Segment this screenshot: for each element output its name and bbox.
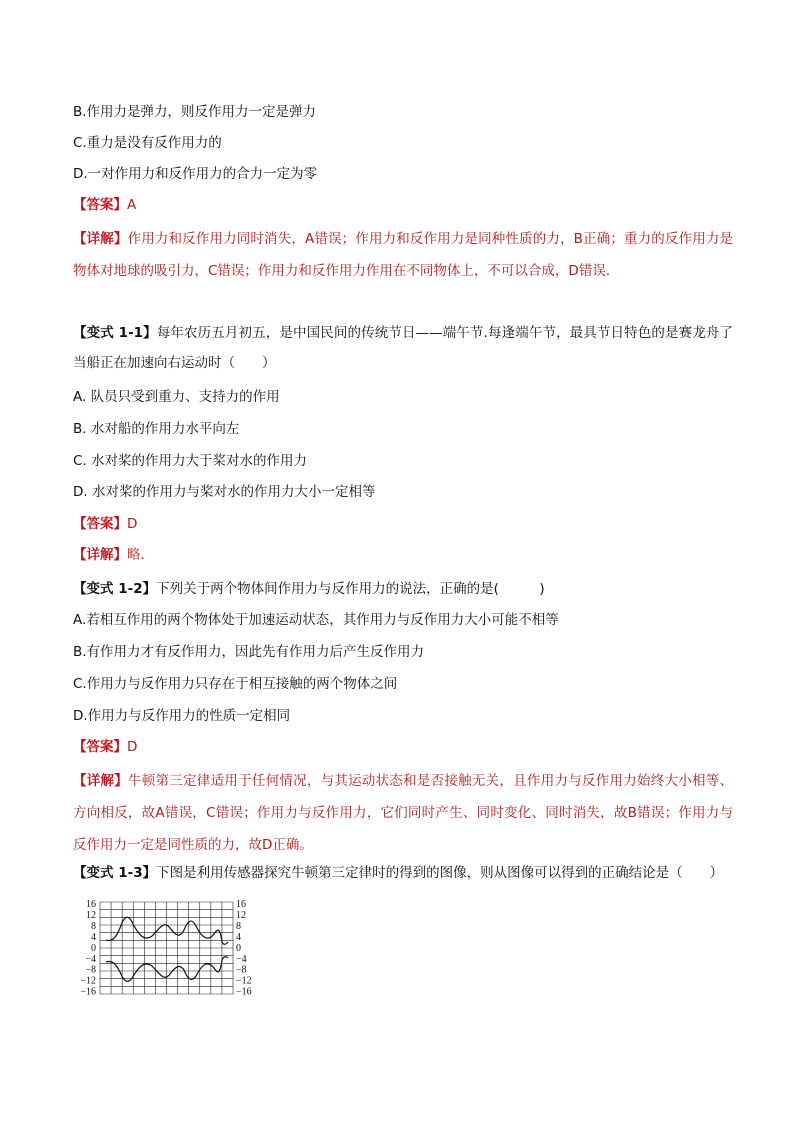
variant-1-2-option-a: A.若相互作用的两个物体处于加速运动状态，其作用力与反作用力大小可能不相等 — [73, 612, 559, 628]
detail-text: 略． — [127, 547, 154, 563]
variant-text: 下图是利用传感器探究牛顿第三定律时的得到的图像，则从图像可以得到的正确结论是（ ） — [156, 865, 724, 881]
tick-label: 4 — [236, 931, 241, 943]
variant-1-2-option-d: D.作用力与反作用力的性质一定相同 — [73, 708, 291, 724]
answer-label: 【答案】 — [73, 739, 127, 755]
variant-1-2-question — [73, 580, 545, 598]
tick-label: −16 — [80, 986, 96, 998]
tick-label: 4 — [91, 931, 96, 943]
left-axis-ticks — [80, 899, 96, 998]
variant-text: 每年农历五月初五，是中国民间的传统节日——端午节.每逢端午节，最具节日特色的是赛龙舟了当船正在加速向右运动时（ ） — [73, 325, 733, 371]
answer-label: 【答案】 — [73, 516, 127, 532]
tick-label: 12 — [86, 909, 96, 921]
variant-1-3-question — [73, 864, 723, 882]
answer-value: D — [127, 516, 138, 532]
variant-1-2-option-b: B.有作用力才有反作用力，因此先有作用力后产生反作用力 — [73, 644, 425, 660]
answer-label: 【答案】 — [73, 197, 127, 213]
tick-label: −4 — [85, 953, 96, 965]
answer-value: A — [127, 197, 137, 213]
force-time-graph — [68, 898, 268, 998]
tick-label: −16 — [236, 986, 252, 998]
detail-label: 【详解】 — [73, 547, 127, 563]
detail-1 — [73, 223, 733, 287]
tick-label: −4 — [236, 953, 247, 965]
tick-label: −12 — [80, 975, 96, 987]
answer-value: D — [127, 739, 138, 755]
option-b: B.作用力是弹力，则反作用力一定是弹力 — [73, 104, 317, 120]
variant-label: 【变式 1-1】 — [73, 325, 157, 341]
option-c: C.重力是没有反作用力的 — [73, 135, 222, 151]
tick-label: 8 — [91, 920, 96, 932]
detail-3 — [73, 765, 733, 861]
detail-label: 【详解】 — [73, 773, 129, 789]
variant-1-1-option-a: A. 队员只受到重力、支持力的作用 — [73, 389, 280, 405]
answer-3 — [73, 738, 137, 756]
tick-label: −8 — [85, 964, 96, 976]
tick-label: 16 — [236, 899, 246, 910]
variant-1-2-option-c: C.作用力与反作用力只存在于相互接触的两个物体之间 — [73, 676, 398, 692]
graph-grid — [100, 902, 233, 994]
variant-1-1-question — [73, 318, 733, 378]
detail-2 — [73, 546, 154, 564]
option-d: D.一对作用力和反作用力的合力一定为零 — [73, 166, 318, 182]
detail-text: 牛顿第三定律适用于任何情况，与其运动状态和是否接触无关，且作用力与反作用力始终大小相等、方向相反，故A错误，C错误；作用力与反作用力，它们同时产生、同时变化、同时消失，故B错误；作用力与反作用力一定是同性质的力，故D正确。 — [73, 773, 734, 853]
detail-text: 作用力和反作用力同时消失，A错误；作用力和反作用力是同种性质的力，B正确；重力的反作用力是物体对地球的吸引力，C错误；作用力和反作用力作用在不同物体上，不可以合成，D错误． — [73, 231, 734, 279]
answer-1 — [73, 196, 136, 214]
tick-label: 8 — [236, 920, 241, 932]
tick-label: 0 — [236, 942, 241, 954]
variant-1-1-option-b: B. 水对船的作用力水平向左 — [73, 421, 240, 437]
tick-label: 16 — [86, 899, 96, 910]
tick-label: 0 — [91, 942, 96, 954]
variant-label: 【变式 1-2】 — [73, 581, 157, 597]
variant-label: 【变式 1-3】 — [73, 865, 157, 881]
detail-label: 【详解】 — [73, 231, 128, 247]
tick-label: −8 — [236, 964, 247, 976]
answer-2 — [73, 515, 137, 533]
force-curve-lower — [106, 957, 228, 982]
variant-text: 下列关于两个物体间作用力与反作用力的说法，正确的是( ) — [156, 581, 545, 597]
tick-label: −12 — [236, 975, 252, 987]
variant-1-1-option-c: C. 水对桨的作用力大于桨对水的作用力 — [73, 453, 308, 469]
right-axis-ticks — [236, 899, 252, 998]
variant-1-1-option-d: D. 水对桨的作用力与桨对水的作用力大小一定相等 — [73, 484, 376, 500]
tick-label: 12 — [236, 909, 246, 921]
